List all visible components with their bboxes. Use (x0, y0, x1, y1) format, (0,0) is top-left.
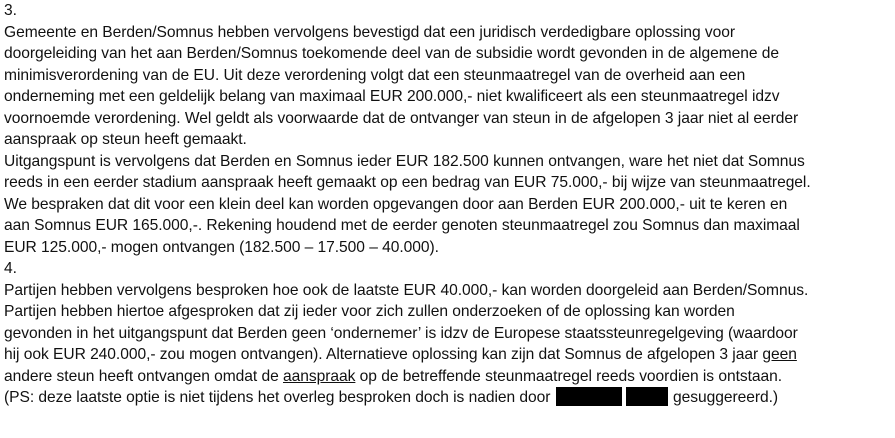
line-text: hij ook EUR 240.000,- zou mogen ontvangen). Alternatieve oplossing kan zijn dat Somnus de afgelopen 3 jaar (4, 346, 763, 363)
line-text: andere steun heeft ontvangen omdat de (4, 367, 284, 385)
paragraph-line: aan Somnus EUR 165.000,-. Rekening houdend met de eerder genoten steunmaatregel zou Somnus dan maximaal (4, 217, 800, 234)
line-text: gesuggereerd.) (668, 389, 779, 406)
paragraph-line: reeds in een eerder stadium aanspraak heeft gemaakt op een bedrag van EUR 75.000,- bij wijze van steunmaatregel. (4, 174, 811, 191)
paragraph-line: Gemeente en Berden/Somnus hebben vervolgens bevestigd dat een juridisch verdedigbare oplossing voor (4, 23, 736, 41)
section-number-4: 4. (4, 260, 17, 277)
paragraph-line (4, 366, 893, 388)
line-text: op de betreffende steunmaatregel reeds voordien is ontstaan. (355, 367, 783, 385)
section-number-3: 3. (4, 2, 17, 19)
redaction-block (556, 387, 622, 406)
line-text: (PS: deze laatste optie is niet tijdens het overleg besproken doch is nadien door (4, 389, 555, 406)
redaction-block (626, 387, 668, 406)
paragraph-line: voornoemde verordening. Wel geldt als voorwaarde dat de ontvanger van steun in de afgelopen 3 jaar niet al eerder (4, 109, 799, 127)
underlined-word: aanspraak (283, 367, 356, 385)
paragraph-line: doorgeleiding van het aan Berden/Somnus toekomende deel van de subsidie wordt gevonden in de algemene de (4, 45, 780, 62)
paragraph-line: aanspraak op steun heeft gemaakt. (4, 131, 247, 148)
paragraph-line (4, 344, 893, 366)
document-body (4, 0, 893, 409)
underlined-word: geen (762, 346, 797, 363)
paragraph-line: We bespraken dat dit voor een klein deel kan worden opgevangen door aan Berden EUR 200.000,- uit te keren en (4, 195, 788, 213)
paragraph-line: Uitgangspunt is vervolgens dat Berden en Somnus ieder EUR 182.500 kunnen ontvangen, ware het niet dat Somnus (4, 152, 805, 170)
paragraph-line: EUR 125.000,- mogen ontvangen (182.500 – 17.500 – 40.000). (4, 238, 439, 256)
paragraph-line: minimisverordening van de EU. Uit deze verordening volgt dat een steunmaatregel van de overheid aan een (4, 66, 746, 84)
paragraph-line: Partijen hebben hiertoe afgesproken dat zij ieder voor zich zullen onderzoeken of de oplossing kan worden (4, 303, 735, 320)
paragraph-line (4, 387, 893, 409)
paragraph-line: onderneming met een geldelijk belang van maximaal EUR 200.000,- niet kwalificeert als een steunmaatregel idzv (4, 88, 780, 105)
paragraph-line: Partijen hebben vervolgens besproken hoe ook de laatste EUR 40.000,- kan worden doorgeleid aan Berden/Somnus. (4, 281, 809, 299)
paragraph-line: gevonden in het uitgangspunt dat Berden geen ‘ondernemer’ is idzv de Europese staatssteunregelgeving (waardoor (4, 324, 798, 342)
